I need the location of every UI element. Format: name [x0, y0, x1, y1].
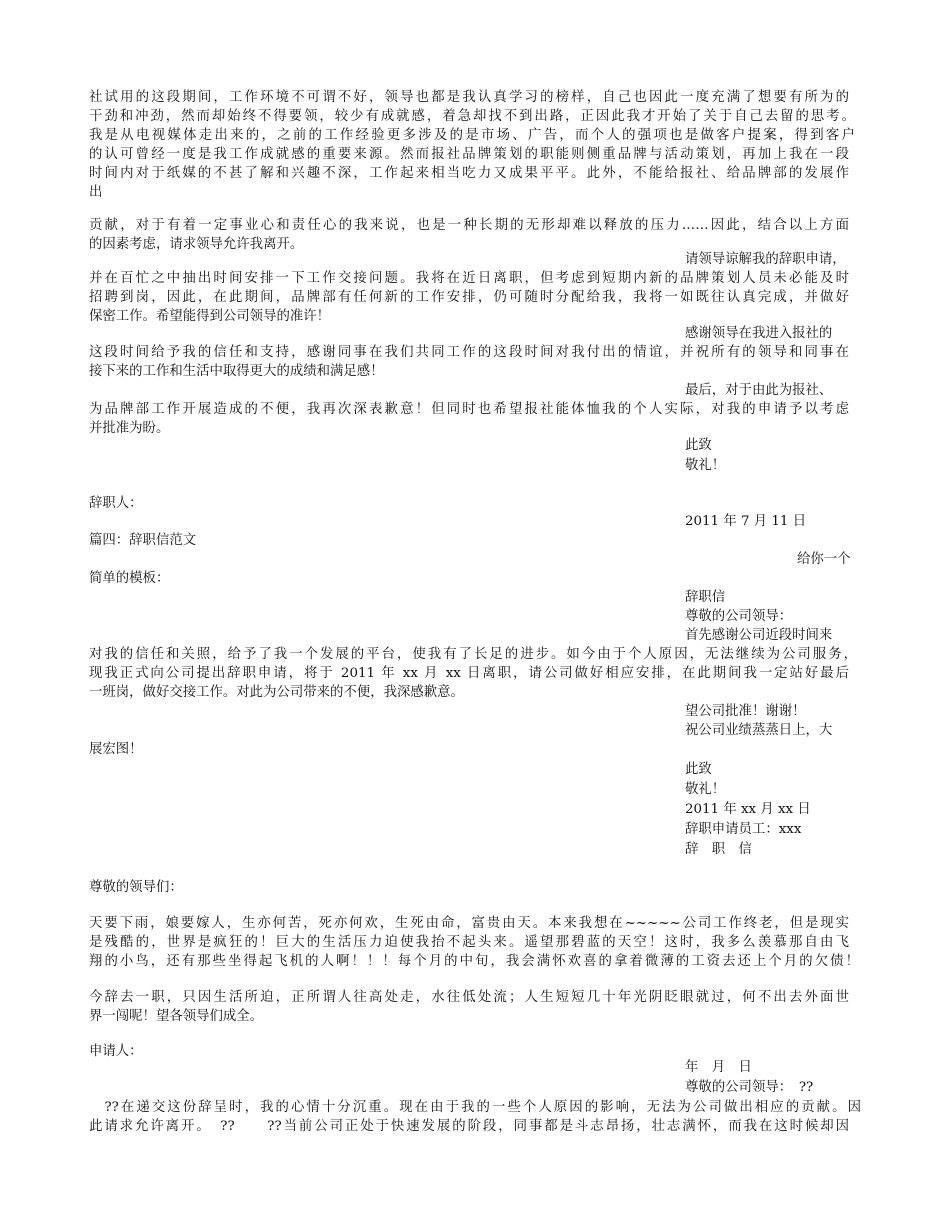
closing-line: 敬礼！ — [685, 458, 726, 473]
salutation: 尊敬的公司领导： — [685, 609, 793, 624]
body-line: 一班岗，做好交接工作。对此为公司带来的不便，我深感歉意。 — [89, 685, 464, 700]
body-line: 今辞去一职，只因生活所迫，正所谓人往高处走，水往低处流；人生短短几十年光阴眨眼就过，何不出去外面世 — [89, 990, 849, 1005]
body-line: 是残酷的，世界是疯狂的！巨大的生活压力迫使我抬不起头来。遥望那碧蓝的天空！这时，我多么羡慕那自由飞 — [89, 935, 849, 950]
body-line: 出 — [89, 185, 103, 200]
body-line: 这段时间给予我的信任和支持，感谢同事在我们共同工作的这段时间对我付出的情谊，并祝所有的领导和同事在 — [89, 345, 849, 360]
body-line: 最后，对于由此为报社、 — [685, 383, 833, 398]
body-line: 并批准为盼。 — [89, 421, 170, 436]
body-line: 贡献，对于有着一定事业心和责任心的我来说，也是一种长期的无形却难以释放的压力……因此，结合以上方面 — [89, 218, 849, 233]
body-line: 的认可曾经一度是我工作成就感的重要来源。然而报社品牌策划的职能则侧重品牌与活动策划，再加上我在一段 — [89, 147, 849, 162]
body-line: 请领导谅解我的辞职申请， — [685, 252, 846, 267]
body-line: 展宏图！ — [89, 742, 143, 757]
body-line: 的因素考虑，请求领导允许我离开。 — [89, 237, 304, 252]
applicant-line: 辞职申请员工：xxx — [685, 822, 802, 837]
closing-line: 此致 — [685, 762, 712, 777]
body-line: 现我正式向公司提出辞职申请，将于 2011 年 xx 月 xx 日离职，请公司做好相应安排，在此期间我一定站好最后 — [89, 666, 849, 681]
date-line: 2011 年 xx 月 xx 日 — [685, 802, 811, 817]
applicant-label: 申请人： — [89, 1044, 143, 1059]
body-line: 社试用的这段期间，工作环境不可谓不好，领导也都是我认真学习的榜样，自己也因此一度充满了想要有所为的 — [89, 90, 849, 105]
date-line: 2011 年 7 月 11 日 — [685, 514, 807, 529]
section-title: 篇四：辞职信范文 — [89, 533, 197, 548]
body-line: 天要下雨，娘要嫁人，生亦何苦，死亦何欢，生死由命，富贵由天。本来我想在~~~~~公司工作终老，但是现实 — [89, 916, 849, 931]
letter-title: 辞职信 — [685, 590, 726, 605]
salutation: 尊敬的公司领导： ?? — [685, 1080, 814, 1095]
body-line: 感谢领导在我进入报社的 — [685, 326, 833, 341]
body-line: 界一闯呢！望各领导们成全。 — [89, 1009, 264, 1024]
body-line: ??在递交这份辞呈时，我的心情十分沉重。现在由于我的一些个人原因的影响，无法为公司做出相应的贡献。因 — [89, 1100, 861, 1115]
letter-title: 辞 职 信 — [685, 842, 752, 857]
signer-label: 辞职人： — [89, 496, 143, 511]
body-line: 接下来的工作和生活中取得更大的成绩和满足感！ — [89, 364, 384, 379]
body-line: 祝公司业绩蒸蒸日上，大 — [685, 723, 833, 738]
body-line: 首先感谢公司近段时间来 — [685, 628, 833, 643]
date-line: 年 月 日 — [685, 1060, 752, 1075]
body-line: 翔的小鸟，还有那些坐得起飞机的人啊！！！每个月的中旬，我会满怀欢喜的拿着微薄的工资去还上个月的欠债！ — [89, 954, 859, 969]
body-line: 为品牌部工作开展造成的不便，我再次深表歉意！但同时也希望报社能体恤我的个人实际，对我的申请予以考虑 — [89, 402, 849, 417]
body-line: 简单的模板： — [89, 571, 170, 586]
closing-line: 此致 — [685, 438, 712, 453]
body-line: 望公司批准！谢谢！ — [685, 704, 806, 719]
salutation: 尊敬的领导们： — [89, 880, 183, 895]
body-line: 保密工作。希望能得到公司领导的准许！ — [89, 309, 331, 324]
body-line: 并在百忙之中抽出时间安排一下工作交接问题。我将在近日离职，但考虑到短期内新的品牌策划人员未必能及时 — [89, 271, 849, 286]
body-line: 对我的信任和关照，给予了我一个发展的平台，使我有了长足的进步。如今由于个人原因，无法继续为公司服务， — [89, 647, 857, 662]
body-line: 招聘到岗，因此，在此期间，品牌部有任何新的工作安排，仍可随时分配给我，我将一如既往认真完成，并做好 — [89, 290, 849, 305]
body-line: 时间内对于纸媒的不甚了解和兴趣不深，工作起来相当吃力又成果平平。此外，不能给报社、给品牌部的发展作 — [89, 166, 849, 181]
closing-line: 敬礼！ — [685, 782, 726, 797]
body-line: 给你一个 — [797, 552, 851, 567]
body-line: 干劲和冲劲，然而却始终不得要领，较少有成就感，着急却找不到出路，正因此我才开始了关于自己去留的思考。 — [89, 109, 855, 124]
body-line: 此请求允许离开。 ?? ??当前公司正处于快速发展的阶段，同事都是斗志昂扬，壮志满怀，而我在这时候却因 — [89, 1119, 849, 1134]
body-line: 我是从电视媒体走出来的，之前的工作经验更多涉及的是市场、广告，而个人的强项也是做客户提案，得到客户 — [89, 128, 855, 143]
